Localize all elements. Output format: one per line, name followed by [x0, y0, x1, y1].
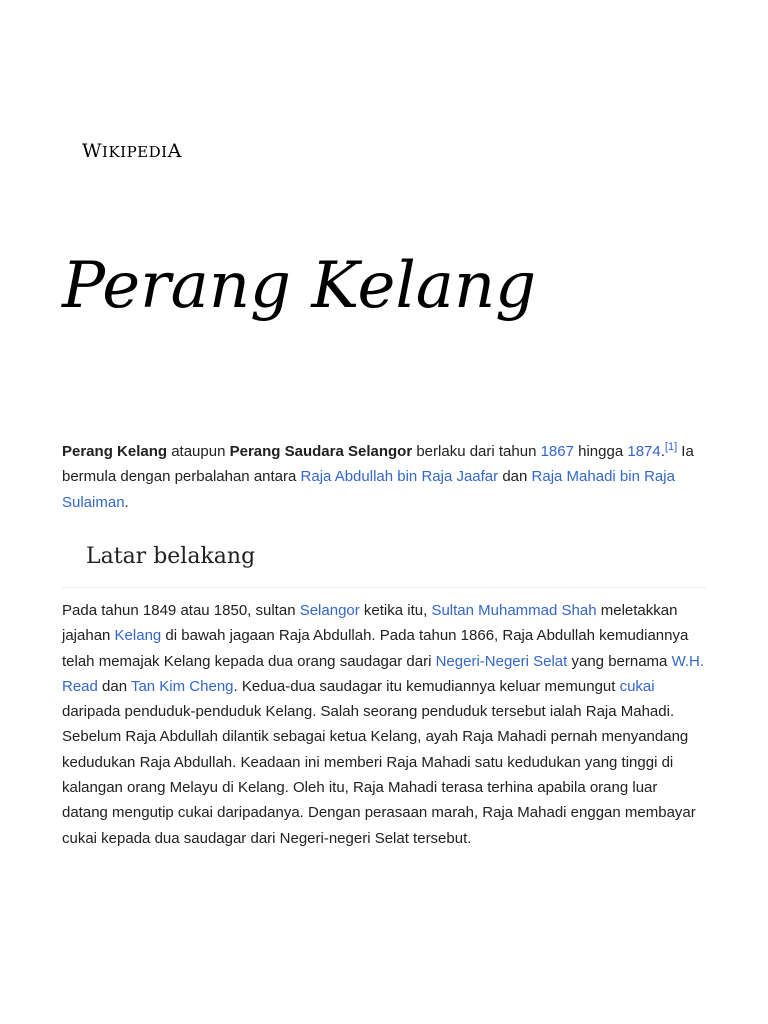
link-wh-read[interactable]: W.H. Read — [62, 652, 705, 695]
logo-letter-first: W — [82, 140, 103, 162]
intro-text: . — [660, 443, 665, 460]
link-tan-kim-cheng[interactable]: Tan Kim Cheng — [130, 677, 234, 695]
link-cukai[interactable]: cukai — [619, 677, 655, 695]
intro-text: hingga — [573, 443, 628, 460]
link-negeri-negeri-selat[interactable]: Negeri-Negeri Selat — [435, 652, 568, 670]
link-raja-abdullah[interactable]: Raja Abdullah bin Raja Jaafar — [300, 468, 499, 486]
page-title: Perang Kelang — [62, 249, 537, 323]
body-text: dan — [97, 677, 131, 695]
intro-text: dan — [498, 468, 532, 486]
intro-paragraph — [62, 439, 706, 515]
body-text: meletakkan jajahan — [62, 602, 678, 645]
body-text: di bawah jagaan Raja Abdullah. Pada tahun 1866, Raja Abdullah kemudiannya telah memajak Kelang kepada dua orang saudagar dari — [62, 627, 689, 670]
link-selangor[interactable]: Selangor — [299, 602, 360, 619]
body-text: daripada penduduk-penduduk Kelang. Salah seorang penduduk tersebut ialah Raja Mahadi. Sebelum Raja Abdullah dilantik sebagai ketua Kelang, ayah Raja Mahadi pernah menyandang kedudukan Raja Abdullah. Keadaan ini memberi Raja Mahadi satu kedudukan yang tinggi di kalangan orang Melayu di Kelang. Oleh itu, Raja Mahadi terasa terhina apabila orang luar datang mengutip cukai daripadanya. Dengan perasaan marah, Raja Mahadi enggan membayar cukai kepada dua saudagar dari Negeri-negeri Selat tersebut. — [62, 703, 696, 847]
link-1867[interactable]: 1867 — [540, 443, 574, 460]
intro-text: . — [124, 493, 129, 511]
section-heading-latar-belakang: Latar belakang — [86, 544, 256, 569]
link-1874[interactable]: 1874 — [627, 443, 661, 460]
section-divider — [62, 587, 706, 588]
reference-link-1[interactable]: [1] — [664, 441, 678, 453]
intro-text: ataupun — [167, 443, 230, 460]
wikipedia-wordmark-logo[interactable] — [82, 140, 182, 162]
link-sultan-muhammad-shah[interactable]: Sultan Muhammad Shah — [431, 602, 597, 619]
intro-text: berlaku dari tahun — [412, 443, 541, 460]
bold-term-perang-kelang: Perang Kelang — [62, 443, 168, 460]
link-kelang[interactable]: Kelang — [114, 627, 162, 645]
link-raja-mahadi[interactable]: Raja Mahadi bin Raja Sulaiman — [62, 468, 675, 511]
bold-term-perang-saudara: Perang Saudara Selangor — [229, 443, 413, 460]
body-text: Pada tahun 1849 atau 1850, sultan — [62, 602, 300, 619]
body-text: ketika itu, — [359, 602, 432, 619]
background-paragraph — [62, 598, 706, 851]
body-text: yang bernama — [567, 652, 672, 670]
logo-letter-last: A — [167, 140, 182, 162]
intro-text: Ia bermula dengan perbalahan antara — [62, 443, 694, 486]
logo-letters-middle: IKIPEDI — [102, 143, 168, 161]
body-text: . Kedua-dua saudagar itu kemudiannya keluar memungut — [233, 677, 620, 695]
